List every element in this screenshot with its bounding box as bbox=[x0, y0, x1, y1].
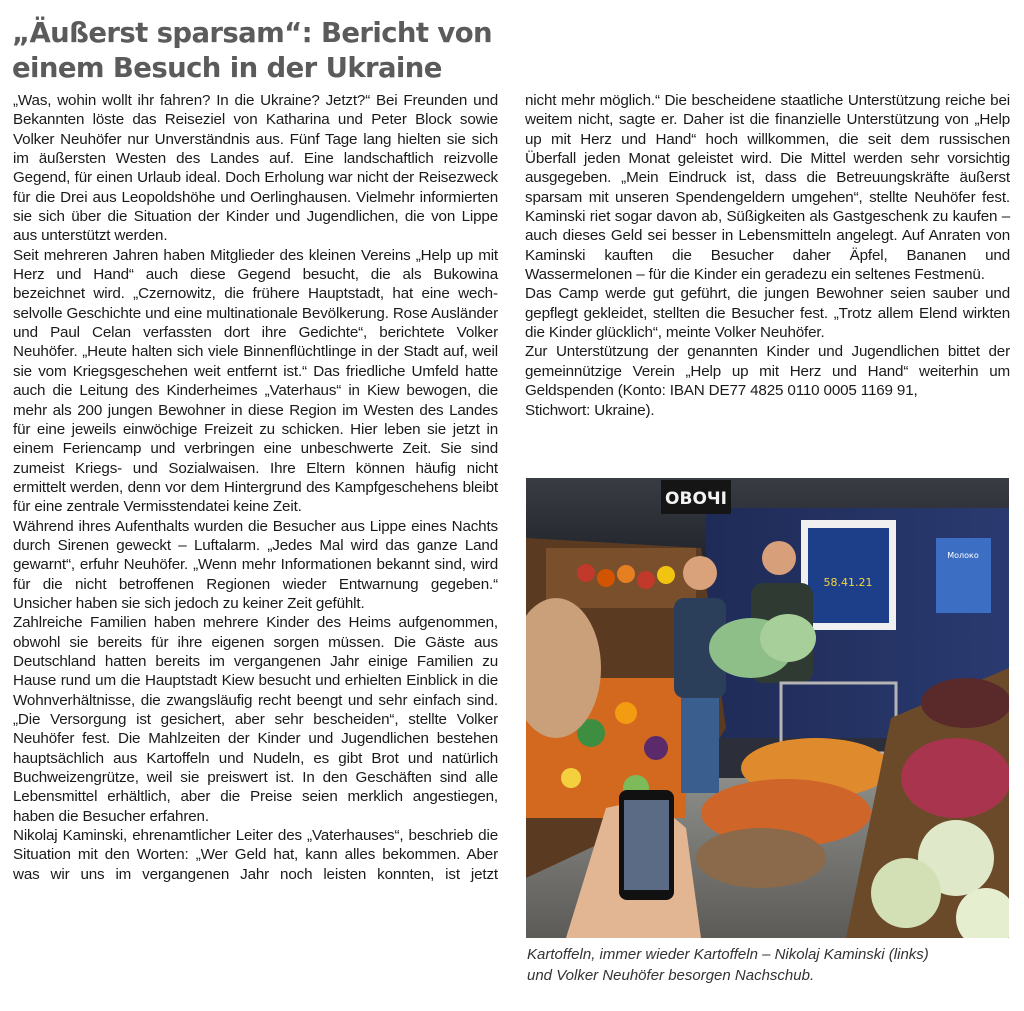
left-text-column bbox=[13, 91, 498, 884]
article-photo bbox=[526, 478, 1009, 938]
cabbage-net bbox=[760, 614, 816, 662]
paragraph: Seit mehreren Jahren haben Mitglieder des kleinen Vereins „Help up mit Herz und Hand“ auch diese Gegend besucht, die als Bukowina bezeichnet wird. „Czernowitz, die frühere Hauptstadt, hat eine wechselvolle Geschichte und eine multinationale Bevölkerung. Rose Ausländer und Paul Celan verfassten dort ihre Gedichte“, berichtete Volker Neuhöfer. „Heute halten sich viele Binnenflüchtlinge in der Stadt auf, weil sie vom Kriegsgeschehen weit entfernt ist.“ Das friedliche Umfeld hatte auch die Leitung des Kinderheimes „Vaterhaus“ in Kiew bewogen, die mehr als 200 jungen Bewohner in diese Region im Westen des Landes für eine jeweils einwöchige Freizeit zu schicken. Hier leben sie jetzt in einem Feriencamp und verbringen eine unbeschwerte Zeit. Sie sind zumeist Kriegs- und Sozialwaisen. Ihre Eltern können häufig nicht ermittelt werden, denn vor dem Hintergrund des Kampfgeschehens bleibt für eine zentrale Vermisstendatei keine Zeit. bbox=[13, 246, 498, 516]
right-poster-text: Молоко bbox=[947, 551, 979, 560]
produce-apple bbox=[637, 571, 655, 589]
right-poster bbox=[936, 538, 991, 613]
paragraph: Stichwort: Ukraine). bbox=[525, 401, 655, 419]
paragraph: Nikolaj Kaminski, ehrenamtlicher Leiter des „Vaterhauses“, beschrieb die Situation mit den Worten: „Wer Geld hat, kann alles bekommen. Aber was wir uns im vergangenen Jahr noch leisten konnten, ist jetzt bbox=[13, 827, 498, 883]
cabbage-head bbox=[871, 858, 941, 928]
person-kaminski-legs bbox=[681, 693, 719, 793]
caption-line-2: und Volker Neuhöfer besorgen Nachschub. bbox=[527, 967, 815, 984]
paragraph: Zahlreiche Familien haben mehrere Kinder des Heims aufgenommen, obwohl sie bereits für ihre eigenen sorgen müssen. Die Gäste aus Deutschland hatten bereits im vergangenen Jahr einige Familien zu Hause rund um die Hauptstadt Kiew besucht und erhielten Einblick in die Wohnverhältnisse, die zwangsläufig recht beengt und sehr einfach sind. „Die Versorgung ist gesichert, aber sehr bescheiden“, stellte Volker Neuhöfer fest. Die Mahlzeiten der Kinder und Jugendlichen bestehen hauptsächlich aus Kartoffeln und Nudeln, es gibt Brot und natürlich Buchweizengrütze, weil sie preiswert ist. In den Geschäften sind alle Lebensmittel erhältlich, aber die Preise seien merklich angestiegen, haben die Besucher erfahren. bbox=[13, 614, 498, 825]
headline-line-2: einem Besuch in der Ukraine bbox=[12, 52, 442, 84]
article-headline bbox=[12, 16, 512, 86]
paragraph: Zur Unterstützung der genannten Kinder und Jugendlichen bittet der gemeinnützige Verein „Help up mit Herz und Hand“ weiterhin um Geldspenden (Konto: IBAN DE77 4825 0110 0005 1169 91, bbox=[525, 343, 1010, 400]
photo-caption bbox=[527, 944, 1007, 986]
produce-eggplant bbox=[644, 736, 668, 760]
produce-apple bbox=[657, 566, 675, 584]
produce-pepper bbox=[615, 702, 637, 724]
person-kaminski-head bbox=[683, 556, 717, 590]
wall-poster-text: 58.41.21 bbox=[823, 576, 873, 589]
smartphone-screen bbox=[624, 800, 669, 890]
beetroot-pile bbox=[921, 678, 1009, 728]
caption-line-1: Kartoffeln, immer wieder Kartoffeln – Nikolaj Kaminski (links) bbox=[527, 946, 929, 963]
produce-apple bbox=[577, 564, 595, 582]
paragraph: „Was, wohin wollt ihr fahren? In die Ukraine? Jetzt?“ Bei Freunden und Bekannten löste das Reiseziel von Katharina und Peter Block sowie Volker Neuhöfer nur Unverständnis aus. Fünf Tage lang hielten sie sich im äußersten Westen des Landes auf. Eine landschaftlich reizvolle Gegend, für einen Urlaub ideal. Doch Erholung war nicht der Reisezweck für die Drei aus Leopoldshöhe und Oerlinghausen. Vielmehr informierten sie sich über die Situation der Kinder und Jugendlichen, die von Lippe aus unterstützt werden. bbox=[13, 92, 498, 245]
sack-potatoes-dark bbox=[696, 828, 826, 888]
paragraph: Während ihres Aufenthalts wurden die Besucher aus Lippe eines Nachts durch Sirenen geweckt – Luftalarm. „Jedes Mal wird das ganze Land gewarnt“, erfuhr Neuhöfer. „Wenn mehr Informationen bekannt sind, wird für die nicht betroffenen Regionen wieder Entwarnung gegeben.“ Unsicher haben sie sich jedoch zu keiner Zeit gefühlt. bbox=[13, 517, 498, 612]
right-text-column bbox=[525, 91, 1010, 420]
paragraph: Das Camp werde gut geführt, die jungen Bewohner seien sauber und gepflegt gekleidet, stellten die Besucher fest. „Trotz allem Elend wirkten die Kinder glücklich“, meinte Volker Neuhöfer. bbox=[525, 285, 1010, 342]
headline-line-1: „Äußerst sparsam“: Bericht von bbox=[12, 17, 493, 49]
shop-sign-text: ОВОЧІ bbox=[665, 489, 727, 509]
produce-apple bbox=[617, 565, 635, 583]
produce-apple bbox=[597, 569, 615, 587]
produce-lemon bbox=[561, 768, 581, 788]
supermarket-scene bbox=[526, 478, 1009, 938]
paragraph: nicht mehr möglich.“ Die bescheidene staatliche Unterstützung reiche bei weitem nicht, sagte er. Daher ist die finanzielle Unterstützung von „Help up mit Herz und Hand“ hoch willkommen, die seit dem russischen Überfall jeden Monat geleistet wird. Die Mittel werden sehr vorsichtig ausgegeben. „Mein Eindruck ist, dass die Betreuungskräfte äußerst sparsam mit unseren Spendengeldern umgehen“, stellte Neuhöfer fest. Kaminski riet sogar davon ab, Süßigkeiten als Gastgeschenk zu kaufen – auch dieses Geld sei besser in Lebensmitteln angelegt. Auf Anraten von Kaminski kauften die Besucher daher Äpfel, Bananen und Wassermelonen – für die Kinder ein geradezu ein seltenes Festmenü. bbox=[525, 92, 1010, 284]
person-neuhoefer-head bbox=[762, 541, 796, 575]
red-onion-pile bbox=[901, 738, 1009, 818]
